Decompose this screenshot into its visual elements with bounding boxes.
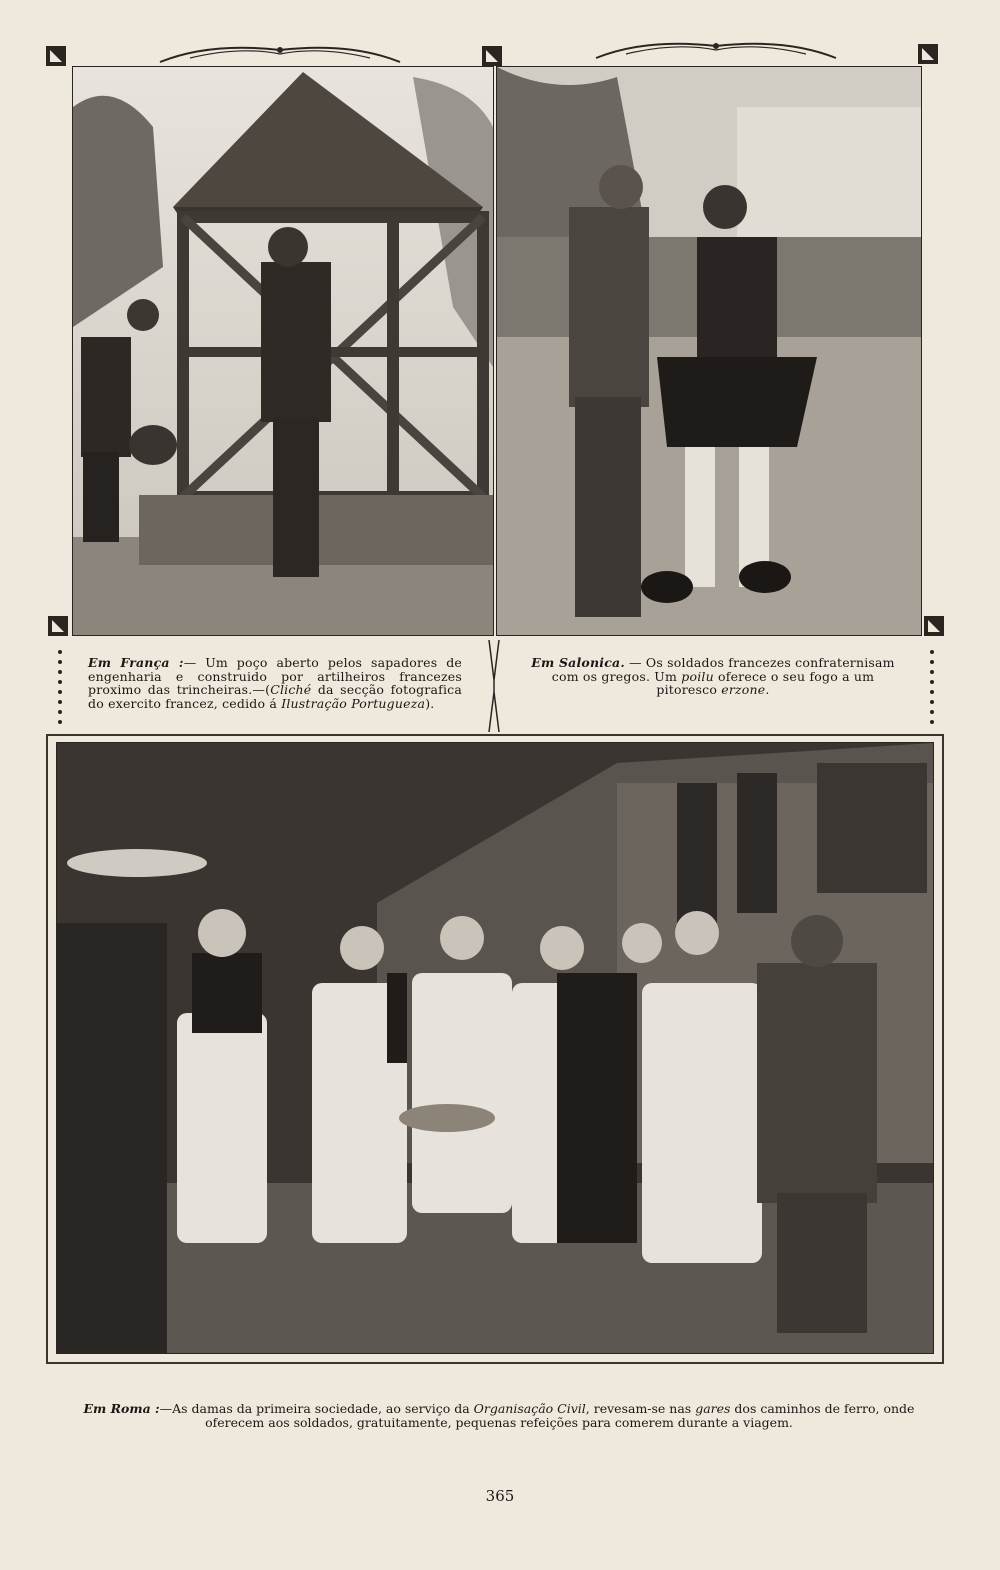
caption-france-text: — Um poço aberto pelos sapadores de engenharia e construido por artilheiros francezes proximo das trincheiras.—(: [88, 655, 463, 697]
caption-france-cliche: Cliché: [270, 682, 312, 697]
caption-salonica: [526, 656, 900, 697]
swash-ornament-right: [586, 32, 846, 66]
swash-ornament-left: [150, 36, 410, 70]
caption-france-title: Em França :: [88, 655, 184, 670]
caption-salonica-text3: .: [765, 682, 770, 697]
caption-divider-ornament: [486, 640, 502, 732]
dotted-rule-left: [58, 650, 62, 730]
caption-france: [88, 656, 462, 710]
caption-france-text2: da secção fotografica do exercito francez, cedido á: [88, 682, 462, 711]
photo-france-well: [72, 66, 494, 636]
photo-rome-station: [56, 742, 934, 1354]
caption-salonica-poilu: poilu: [681, 668, 714, 684]
dotted-rule-right: [930, 650, 934, 730]
caption-rome-org: Organisação Civil: [473, 1401, 586, 1416]
corner-ornament-top-left: [46, 46, 66, 66]
caption-rome: [54, 1402, 944, 1430]
caption-france-text3: ).: [425, 695, 435, 711]
caption-salonica-text: — Os soldados francezes confraternisam com os gregos. Um: [551, 655, 895, 684]
caption-salonica-evzone: erzone: [721, 682, 766, 697]
corner-ornament-mid-left: [48, 616, 68, 636]
corner-ornament-top-right: [918, 44, 938, 64]
photo-salonica-soldiers: [496, 66, 922, 636]
caption-france-publication: Ilustração Portugueza: [281, 695, 426, 711]
caption-rome-gares: gares: [695, 1401, 731, 1416]
caption-salonica-text2: oferece o seu fogo a um pitoresco: [656, 668, 875, 697]
page-number: 365: [485, 1487, 515, 1505]
caption-rome-title: Em Roma :: [83, 1401, 160, 1416]
corner-ornament-top-center: [482, 46, 502, 66]
caption-rome-text2: , revesam-se nas: [585, 1401, 696, 1416]
caption-salonica-title: Em Salonica.: [531, 655, 625, 670]
caption-rome-text3: dos caminhos de ferro, onde oferecem aos soldados, gratuitamente, pequenas refeições para comerem durante a viagem.: [205, 1401, 915, 1430]
corner-ornament-mid-right: [924, 616, 944, 636]
caption-rome-text: —As damas da primeira sociedade, ao serviço da: [159, 1401, 474, 1416]
